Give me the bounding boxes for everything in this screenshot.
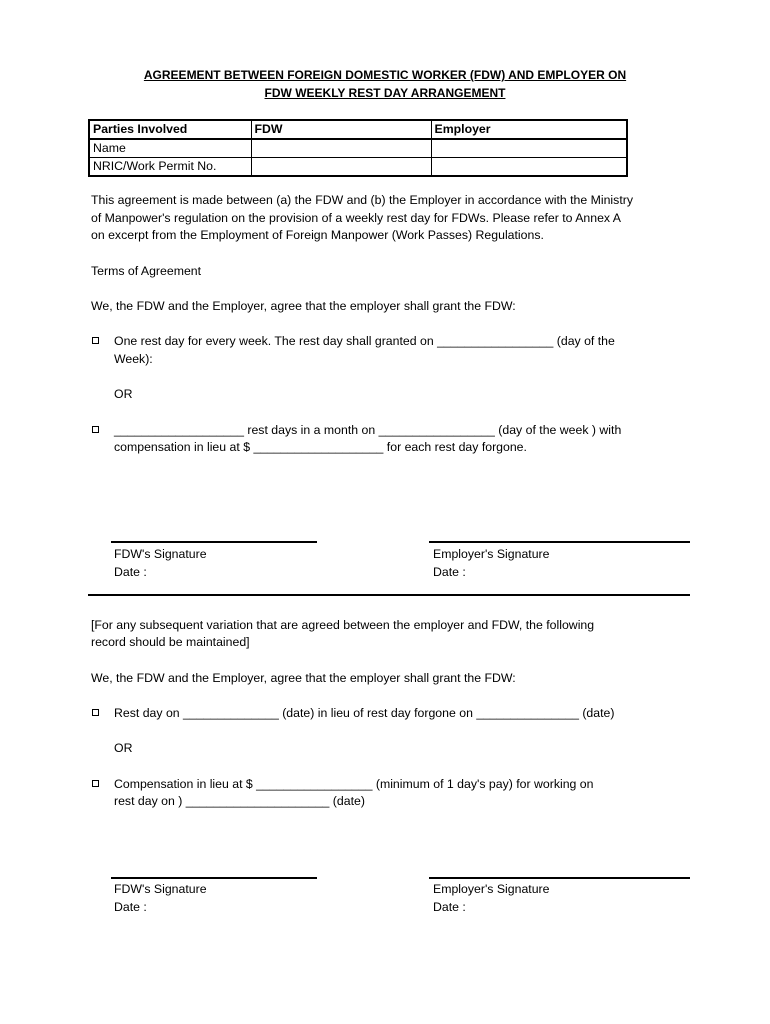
table-header-row bbox=[89, 120, 627, 139]
section2-option2-line2: rest day on ) _____________________ (date) bbox=[114, 794, 365, 808]
fdw-signature-line-2[interactable] bbox=[111, 877, 317, 879]
employer-date-label: Date : bbox=[433, 565, 466, 579]
intro-line3: on excerpt from the Employment of Foreign Manpower (Work Passes) Regulations. bbox=[91, 228, 544, 242]
terms-heading: Terms of Agreement bbox=[91, 264, 202, 278]
variation-option1-checkbox[interactable] bbox=[92, 709, 99, 716]
variation-note-line1: [For any subsequent variation that are agreed between the employer and FDW, the following bbox=[91, 618, 595, 632]
fdw-date-label-2: Date : bbox=[114, 900, 147, 914]
table-row bbox=[89, 139, 627, 158]
section1-option2-line2: compensation in lieu at $ ___________________ for each rest day forgone. bbox=[114, 440, 527, 454]
employer-signature-label: Employer's Signature bbox=[433, 547, 550, 561]
header-employer: Employer bbox=[431, 120, 627, 139]
agree-statement-2: We, the FDW and the Employer, agree that the employer shall grant the FDW: bbox=[91, 671, 516, 685]
parties-table bbox=[88, 119, 628, 177]
employer-name-field[interactable] bbox=[431, 139, 627, 158]
section1-or: OR bbox=[114, 387, 133, 401]
header-fdw: FDW bbox=[251, 120, 431, 139]
section1-option1-line1: One rest day for every week. The rest day shall granted on _________________ (day of the bbox=[114, 334, 615, 348]
section1-option2-line1: ___________________ rest days in a month on _________________ (day of the week ) with bbox=[114, 423, 622, 437]
section2-or: OR bbox=[114, 741, 133, 755]
fdw-signature-label: FDW's Signature bbox=[114, 547, 207, 561]
table-row bbox=[89, 158, 627, 177]
agree-statement: We, the FDW and the Employer, agree that the employer shall grant the FDW: bbox=[91, 299, 516, 313]
row-label-name: Name bbox=[89, 139, 251, 158]
employer-nric-field[interactable] bbox=[431, 158, 627, 177]
section1-option1-line2: Week): bbox=[114, 352, 153, 366]
option1-checkbox[interactable] bbox=[92, 337, 99, 344]
employer-signature-label-2: Employer's Signature bbox=[433, 882, 550, 896]
employer-signature-line[interactable] bbox=[429, 541, 690, 543]
employer-signature-line-2[interactable] bbox=[429, 877, 690, 879]
document-title-line2: FDW WEEKLY REST DAY ARRANGEMENT bbox=[264, 86, 506, 100]
fdw-nric-field[interactable] bbox=[251, 158, 431, 177]
row-label-nric: NRIC/Work Permit No. bbox=[89, 158, 251, 177]
option2-checkbox[interactable] bbox=[92, 426, 99, 433]
intro-line2: of Manpower's regulation on the provision of a weekly rest day for FDWs. Please refer to Annex A bbox=[91, 211, 622, 225]
intro-line1: This agreement is made between (a) the FDW and (b) the Employer in accordance with the Ministry bbox=[91, 193, 633, 207]
section2-option1-line1: Rest day on ______________ (date) in lieu of rest day forgone on _______________ (date) bbox=[114, 706, 615, 720]
fdw-name-field[interactable] bbox=[251, 139, 431, 158]
fdw-signature-line[interactable] bbox=[111, 541, 317, 543]
document-title-line1: AGREEMENT BETWEEN FOREIGN DOMESTIC WORKER (FDW) AND EMPLOYER ON bbox=[143, 68, 627, 82]
fdw-signature-label-2: FDW's Signature bbox=[114, 882, 207, 896]
fdw-date-label: Date : bbox=[114, 565, 147, 579]
section-divider bbox=[88, 594, 690, 596]
variation-option2-checkbox[interactable] bbox=[92, 780, 99, 787]
header-parties-involved: Parties Involved bbox=[89, 120, 251, 139]
section2-option2-line1: Compensation in lieu at $ _________________ (minimum of 1 day's pay) for working on bbox=[114, 777, 594, 791]
variation-note-line2: record should be maintained] bbox=[91, 635, 250, 649]
employer-date-label-2: Date : bbox=[433, 900, 466, 914]
